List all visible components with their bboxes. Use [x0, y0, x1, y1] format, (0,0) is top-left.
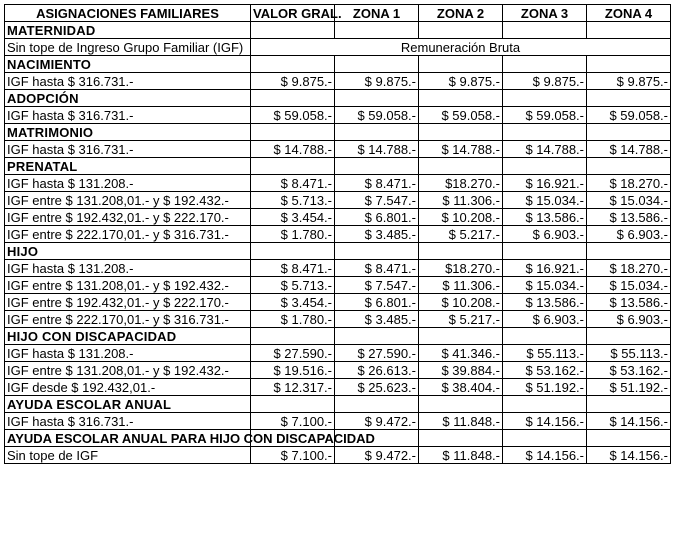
amount-cell: $ 8.471.- [251, 175, 335, 192]
amount-cell: $ 3.485.- [335, 311, 419, 328]
amount-cell: $ 14.156.- [503, 447, 587, 464]
amount-cell: $ 18.270.- [587, 260, 671, 277]
amount-cell: $ 59.058.- [419, 107, 503, 124]
row-label: Sin tope de IGF [5, 447, 251, 464]
amount-cell: $ 16.921.- [503, 175, 587, 192]
empty-cell [251, 56, 335, 73]
amount-cell: $ 53.162.- [587, 362, 671, 379]
row-label: IGF hasta $ 316.731.- [5, 413, 251, 430]
amount-cell: $ 9.875.- [419, 73, 503, 90]
amount-cell: $ 27.590.- [335, 345, 419, 362]
empty-cell [419, 243, 503, 260]
amount-cell: $ 13.586.- [587, 294, 671, 311]
empty-cell [419, 158, 503, 175]
section-title: HIJO CON DISCAPACIDAD [5, 328, 251, 345]
table-row [5, 90, 671, 107]
section-title: NACIMIENTO [5, 56, 251, 73]
empty-cell [587, 124, 671, 141]
row-label: IGF hasta $ 316.731.- [5, 73, 251, 90]
table-row [5, 243, 671, 260]
table-row [5, 158, 671, 175]
empty-cell [251, 22, 335, 39]
table-row [5, 345, 671, 362]
row-label: IGF entre $ 131.208,01.- y $ 192.432.- [5, 192, 251, 209]
amount-cell: $ 13.586.- [587, 209, 671, 226]
amount-cell: $ 8.471.- [335, 260, 419, 277]
row-label: IGF hasta $ 131.208.- [5, 260, 251, 277]
amount-cell: $ 13.586.- [503, 209, 587, 226]
amount-cell: $ 14.788.- [587, 141, 671, 158]
empty-cell [587, 328, 671, 345]
empty-cell [335, 158, 419, 175]
amount-cell: $ 19.516.- [251, 362, 335, 379]
empty-cell [419, 430, 503, 447]
table-row [5, 22, 671, 39]
table-row [5, 226, 671, 243]
row-label: IGF entre $ 131.208,01.- y $ 192.432.- [5, 277, 251, 294]
amount-cell: $ 5.713.- [251, 192, 335, 209]
amount-cell: $ 16.921.- [503, 260, 587, 277]
row-label: IGF entre $ 222.170,01.- y $ 316.731.- [5, 311, 251, 328]
empty-cell [587, 90, 671, 107]
amount-cell: $ 25.623.- [335, 379, 419, 396]
empty-cell [335, 243, 419, 260]
amount-cell: $ 15.034.- [503, 192, 587, 209]
section-title: AYUDA ESCOLAR ANUAL PARA HIJO CON DISCAPACIDAD [5, 430, 251, 447]
table-row [5, 141, 671, 158]
empty-cell [587, 396, 671, 413]
section-title: MATRIMONIO [5, 124, 251, 141]
table-row [5, 430, 671, 447]
row-label: IGF entre $ 192.432,01.- y $ 222.170.- [5, 209, 251, 226]
row-label: Sin tope de Ingreso Grupo Familiar (IGF) [5, 39, 251, 56]
section-title: AYUDA ESCOLAR ANUAL [5, 396, 251, 413]
amount-cell: $ 12.317.- [251, 379, 335, 396]
amount-cell: $ 51.192.- [587, 379, 671, 396]
table-row [5, 311, 671, 328]
section-title: MATERNIDAD [5, 22, 251, 39]
table-row [5, 56, 671, 73]
amount-cell: $ 6.903.- [587, 311, 671, 328]
amount-cell: $ 1.780.- [251, 311, 335, 328]
empty-cell [503, 158, 587, 175]
empty-cell [503, 430, 587, 447]
row-label: IGF hasta $ 316.731.- [5, 141, 251, 158]
empty-cell [503, 56, 587, 73]
amount-cell: $ 9.472.- [335, 413, 419, 430]
empty-cell [587, 243, 671, 260]
empty-cell [503, 22, 587, 39]
amount-cell: $ 27.590.- [251, 345, 335, 362]
empty-cell [503, 124, 587, 141]
amount-cell: $ 13.586.- [503, 294, 587, 311]
empty-cell [419, 328, 503, 345]
amount-cell: $ 7.547.- [335, 277, 419, 294]
empty-cell [251, 243, 335, 260]
amount-cell: $ 8.471.- [251, 260, 335, 277]
header-zona-2: ZONA 2 [419, 5, 503, 22]
amount-cell: $ 9.875.- [503, 73, 587, 90]
amount-cell: $ 14.788.- [251, 141, 335, 158]
table-row [5, 192, 671, 209]
empty-cell [587, 158, 671, 175]
empty-cell [503, 90, 587, 107]
header-zona-4: ZONA 4 [587, 5, 671, 22]
amount-cell: $ 6.903.- [587, 226, 671, 243]
amount-cell: $ 14.788.- [419, 141, 503, 158]
empty-cell [587, 56, 671, 73]
asignaciones-table [4, 4, 671, 464]
amount-cell: $18.270.- [419, 175, 503, 192]
table-row [5, 396, 671, 413]
amount-cell: $ 11.306.- [419, 277, 503, 294]
empty-cell [335, 328, 419, 345]
empty-cell [587, 22, 671, 39]
amount-cell: $ 3.454.- [251, 209, 335, 226]
amount-cell: $ 55.113.- [587, 345, 671, 362]
amount-cell: $ 26.613.- [335, 362, 419, 379]
empty-cell [419, 90, 503, 107]
amount-cell: $ 7.100.- [251, 413, 335, 430]
amount-cell: $ 59.058.- [335, 107, 419, 124]
table-body [5, 22, 671, 464]
table-row [5, 362, 671, 379]
amount-cell: $ 18.270.- [587, 175, 671, 192]
header-row [5, 5, 671, 22]
amount-cell: $ 14.788.- [503, 141, 587, 158]
empty-cell [251, 328, 335, 345]
section-title: HIJO [5, 243, 251, 260]
amount-cell: $ 14.156.- [587, 413, 671, 430]
amount-cell: $ 55.113.- [503, 345, 587, 362]
table-row [5, 124, 671, 141]
header-asignaciones: ASIGNACIONES FAMILIARES [5, 5, 251, 22]
amount-cell: $ 3.454.- [251, 294, 335, 311]
amount-cell: $ 10.208.- [419, 294, 503, 311]
amount-cell: $ 53.162.- [503, 362, 587, 379]
amount-cell: $ 14.156.- [587, 447, 671, 464]
table-row [5, 413, 671, 430]
table-row [5, 107, 671, 124]
amount-cell: $18.270.- [419, 260, 503, 277]
section-title: PRENATAL [5, 158, 251, 175]
amount-cell: $ 59.058.- [251, 107, 335, 124]
amount-cell: $ 5.713.- [251, 277, 335, 294]
amount-cell: $ 3.485.- [335, 226, 419, 243]
header-zona-3: ZONA 3 [503, 5, 587, 22]
amount-cell: $ 6.801.- [335, 294, 419, 311]
amount-cell: $ 8.471.- [335, 175, 419, 192]
empty-cell [503, 396, 587, 413]
empty-cell [419, 396, 503, 413]
header-valor-gral: VALOR GRAL. [251, 5, 335, 22]
row-label: IGF hasta $ 316.731.- [5, 107, 251, 124]
amount-cell: $ 11.848.- [419, 413, 503, 430]
amount-cell: $ 7.547.- [335, 192, 419, 209]
amount-cell: $ 51.192.- [503, 379, 587, 396]
empty-cell [251, 396, 335, 413]
row-label: IGF entre $ 222.170,01.- y $ 316.731.- [5, 226, 251, 243]
amount-cell: $ 6.903.- [503, 226, 587, 243]
amount-cell: $ 9.472.- [335, 447, 419, 464]
table-row [5, 379, 671, 396]
amount-cell: $ 38.404.- [419, 379, 503, 396]
empty-cell [587, 430, 671, 447]
table-row [5, 175, 671, 192]
amount-cell: $ 59.058.- [503, 107, 587, 124]
amount-cell: $ 5.217.- [419, 226, 503, 243]
amount-cell: $ 41.346.- [419, 345, 503, 362]
amount-cell: $ 9.875.- [587, 73, 671, 90]
amount-cell: $ 15.034.- [587, 192, 671, 209]
table-row [5, 260, 671, 277]
empty-cell [419, 124, 503, 141]
empty-cell [503, 243, 587, 260]
amount-cell: $ 14.156.- [503, 413, 587, 430]
empty-cell [251, 90, 335, 107]
table-row [5, 294, 671, 311]
empty-cell [335, 22, 419, 39]
empty-cell [335, 124, 419, 141]
amount-cell: $ 15.034.- [587, 277, 671, 294]
table-row [5, 447, 671, 464]
amount-cell: $ 15.034.- [503, 277, 587, 294]
amount-cell: $ 11.306.- [419, 192, 503, 209]
table-row [5, 277, 671, 294]
amount-cell: $ 10.208.- [419, 209, 503, 226]
table-row [5, 73, 671, 90]
row-label: IGF entre $ 192.432,01.- y $ 222.170.- [5, 294, 251, 311]
amount-cell: $ 7.100.- [251, 447, 335, 464]
amount-cell: $ 39.884.- [419, 362, 503, 379]
section-title: ADOPCIÓN [5, 90, 251, 107]
amount-cell: $ 6.801.- [335, 209, 419, 226]
empty-cell [335, 56, 419, 73]
row-label: IGF hasta $ 131.208.- [5, 345, 251, 362]
amount-cell: $ 1.780.- [251, 226, 335, 243]
amount-cell: $ 14.788.- [335, 141, 419, 158]
table-row [5, 209, 671, 226]
empty-cell [335, 396, 419, 413]
amount-cell: $ 59.058.- [587, 107, 671, 124]
amount-cell: $ 9.875.- [251, 73, 335, 90]
table-row [5, 328, 671, 345]
amount-cell: $ 6.903.- [503, 311, 587, 328]
remuneracion-note: Remuneración Bruta [251, 39, 671, 56]
empty-cell [419, 56, 503, 73]
row-label: IGF hasta $ 131.208.- [5, 175, 251, 192]
amount-cell: $ 5.217.- [419, 311, 503, 328]
row-label: IGF entre $ 131.208,01.- y $ 192.432.- [5, 362, 251, 379]
amount-cell: $ 11.848.- [419, 447, 503, 464]
empty-cell [251, 158, 335, 175]
empty-cell [503, 328, 587, 345]
empty-cell [335, 90, 419, 107]
empty-cell [419, 22, 503, 39]
amount-cell: $ 9.875.- [335, 73, 419, 90]
header-zona-1: ZONA 1 [335, 5, 419, 22]
table-row [5, 39, 671, 56]
empty-cell [251, 124, 335, 141]
row-label: IGF desde $ 192.432,01.- [5, 379, 251, 396]
